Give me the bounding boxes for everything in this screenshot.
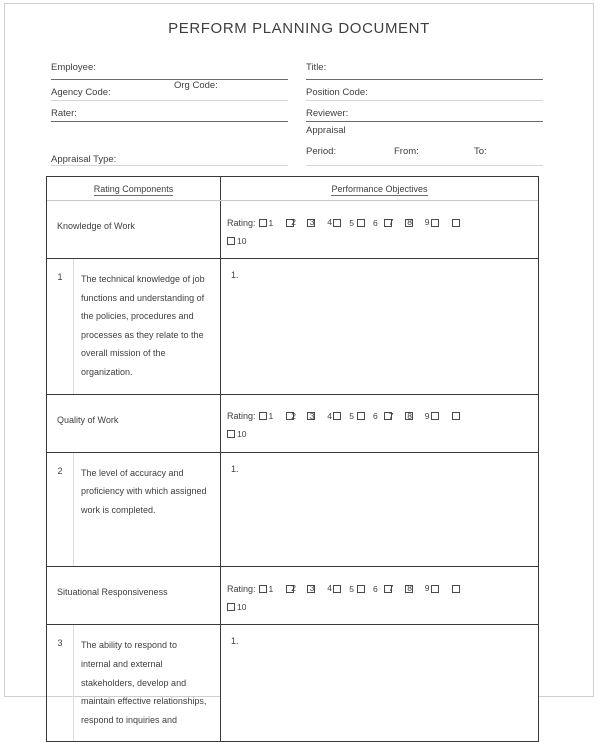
- header-spacer-left: [51, 122, 288, 144]
- description-number-1: 1: [47, 259, 74, 394]
- rating-option-1-2[interactable]: 2: [286, 217, 294, 228]
- component-label-3: Situational Responsiveness: [57, 587, 168, 598]
- component-label-1: Knowledge of Work: [57, 221, 135, 231]
- checkbox-icon[interactable]: [431, 412, 439, 420]
- checkbox-icon[interactable]: [259, 585, 267, 593]
- description-text-1: The technical knowledge of job functions and understanding of the policies, procedures and processes as they relate to the overall mission of the organization.: [81, 274, 205, 377]
- description-text-2: The level of accuracy and proficiency with which assigned work is completed.: [81, 467, 207, 515]
- rating-option-3-3[interactable]: 3: [307, 583, 315, 594]
- rating-option-1-9[interactable]: 9: [426, 217, 439, 228]
- rating-option-3-8[interactable]: 8: [405, 583, 413, 594]
- checkbox-icon[interactable]: [452, 412, 460, 420]
- document-page: [4, 3, 594, 725]
- checkbox-icon[interactable]: [333, 585, 341, 593]
- field-rater-label: Rater:: [51, 108, 77, 119]
- component-label-2: Quality of Work: [57, 414, 119, 425]
- rating-option-2-10[interactable]: 10: [227, 429, 246, 440]
- rating-option-3-1[interactable]: 1: [259, 583, 274, 594]
- column-header-rating-components: Rating Components: [93, 184, 174, 194]
- field-appraisal-label: Appraisal: [306, 125, 346, 136]
- objective-number-1: 1.: [231, 270, 239, 280]
- component-name-cell: [47, 567, 220, 624]
- rating-option-3-6[interactable]: 6: [373, 583, 378, 594]
- field-org-code-label: Org Code:: [174, 80, 218, 91]
- rating-option-1-4[interactable]: 4: [328, 217, 341, 228]
- checkbox-icon[interactable]: [333, 219, 341, 227]
- table-header-cell-objectives: [220, 177, 538, 200]
- rating-option-1-blank[interactable]: [452, 217, 462, 228]
- checkbox-icon[interactable]: [227, 603, 235, 611]
- page-title: PERFORM PLANNING DOCUMENT: [168, 20, 430, 37]
- rating-option-3-blank[interactable]: [452, 583, 462, 594]
- checkbox-icon[interactable]: [452, 585, 460, 593]
- rating-option-2-5[interactable]: 5: [347, 411, 365, 422]
- component-name-cell: [47, 395, 220, 452]
- rating-option-1-3[interactable]: 3: [307, 217, 315, 228]
- field-title-label: Title:: [306, 62, 327, 73]
- rating-option-1-6[interactable]: 6: [373, 217, 378, 228]
- checkbox-icon[interactable]: [259, 219, 267, 227]
- rating-prefix-2: Rating:: [227, 411, 256, 422]
- description-number-2: 2: [47, 453, 74, 567]
- component-row-knowledge-of-work: [47, 201, 538, 259]
- field-reviewer[interactable]: [306, 101, 543, 122]
- rating-option-2-1[interactable]: 1: [259, 411, 274, 422]
- rating-cell-2: [220, 395, 538, 452]
- checkbox-icon[interactable]: [357, 585, 365, 593]
- rating-option-1-8[interactable]: 8: [405, 217, 413, 228]
- header-column-right: [306, 60, 543, 166]
- checkbox-icon[interactable]: [452, 219, 460, 227]
- field-appraisal-type[interactable]: [51, 144, 288, 166]
- rating-table: [46, 176, 539, 742]
- rating-option-1-7[interactable]: 7: [384, 217, 392, 228]
- checkbox-icon[interactable]: [259, 412, 267, 420]
- rating-option-2-2[interactable]: 2: [286, 411, 294, 422]
- field-agency-code-label: Agency Code:: [51, 87, 111, 98]
- checkbox-icon[interactable]: [227, 430, 235, 438]
- rating-option-3-5[interactable]: 5: [347, 583, 365, 594]
- field-employee-label: Employee:: [51, 62, 96, 73]
- field-period-label: Period:: [306, 146, 337, 157]
- rating-option-2-7[interactable]: 7: [384, 411, 392, 422]
- rating-option-2-3[interactable]: 3: [307, 411, 315, 422]
- objective-number-3: 1.: [231, 636, 239, 647]
- field-from-label: From:: [394, 146, 419, 157]
- field-appraisal-period[interactable]: [306, 136, 543, 166]
- objective-number-2: 1.: [231, 463, 239, 474]
- table-header-cell-components: [47, 177, 220, 200]
- rating-prefix-3: Rating:: [227, 583, 256, 594]
- column-header-performance-objectives: Performance Objectives: [331, 184, 428, 194]
- field-employee[interactable]: [51, 60, 288, 80]
- rating-option-1-5[interactable]: 5: [347, 217, 365, 228]
- header-fields: [51, 60, 543, 168]
- description-number-3: 3: [47, 625, 74, 741]
- objective-cell-3[interactable]: [220, 625, 538, 741]
- rating-option-3-7[interactable]: 7: [384, 583, 392, 594]
- rating-prefix-1: Rating:: [227, 217, 256, 228]
- header-column-left: [51, 60, 288, 166]
- field-title[interactable]: [306, 60, 543, 80]
- rating-option-1-1[interactable]: 1: [259, 217, 274, 228]
- description-row-1: [47, 259, 538, 395]
- rating-option-3-9[interactable]: 9: [426, 583, 439, 594]
- field-position-code[interactable]: [306, 80, 543, 101]
- description-row-3: [47, 625, 538, 742]
- checkbox-icon[interactable]: [333, 412, 341, 420]
- checkbox-icon[interactable]: [431, 585, 439, 593]
- rating-option-3-4[interactable]: 4: [328, 583, 341, 594]
- rating-option-2-8[interactable]: 8: [405, 411, 413, 422]
- field-to-label: To:: [474, 146, 487, 157]
- checkbox-icon[interactable]: [431, 219, 439, 227]
- rating-cell-3: [220, 567, 538, 624]
- field-position-code-label: Position Code:: [306, 87, 368, 98]
- field-appraisal-type-label: Appraisal Type:: [51, 154, 117, 165]
- field-agency-code[interactable]: [51, 80, 288, 101]
- rating-option-2-4[interactable]: 4: [328, 411, 341, 422]
- rating-option-3-2[interactable]: 2: [286, 583, 294, 594]
- description-text-3: The ability to respond to internal and external stakeholders, develop and maintain effective relationships, respond to inquiries and: [81, 640, 207, 725]
- field-appraisal-word: [306, 122, 543, 136]
- component-name-cell: [47, 201, 220, 258]
- component-row-quality-of-work: [47, 395, 538, 453]
- field-reviewer-label: Reviewer:: [306, 108, 349, 119]
- checkbox-icon[interactable]: [357, 219, 365, 227]
- rating-cell-1: [220, 201, 538, 258]
- rating-option-2-6[interactable]: 6: [373, 411, 378, 422]
- rating-option-2-9[interactable]: 9: [426, 411, 439, 422]
- field-rater[interactable]: [51, 101, 288, 122]
- rating-option-2-blank[interactable]: [452, 411, 462, 422]
- table-header-row: [47, 177, 538, 201]
- rating-option-1-10[interactable]: 10: [227, 235, 246, 246]
- description-row-2: [47, 453, 538, 568]
- checkbox-icon[interactable]: [357, 412, 365, 420]
- objective-cell-1[interactable]: [220, 259, 538, 394]
- checkbox-icon[interactable]: [227, 237, 235, 245]
- component-row-situational-responsiveness: [47, 567, 538, 625]
- rating-option-3-10[interactable]: 10: [227, 601, 246, 612]
- objective-cell-2[interactable]: [220, 453, 538, 567]
